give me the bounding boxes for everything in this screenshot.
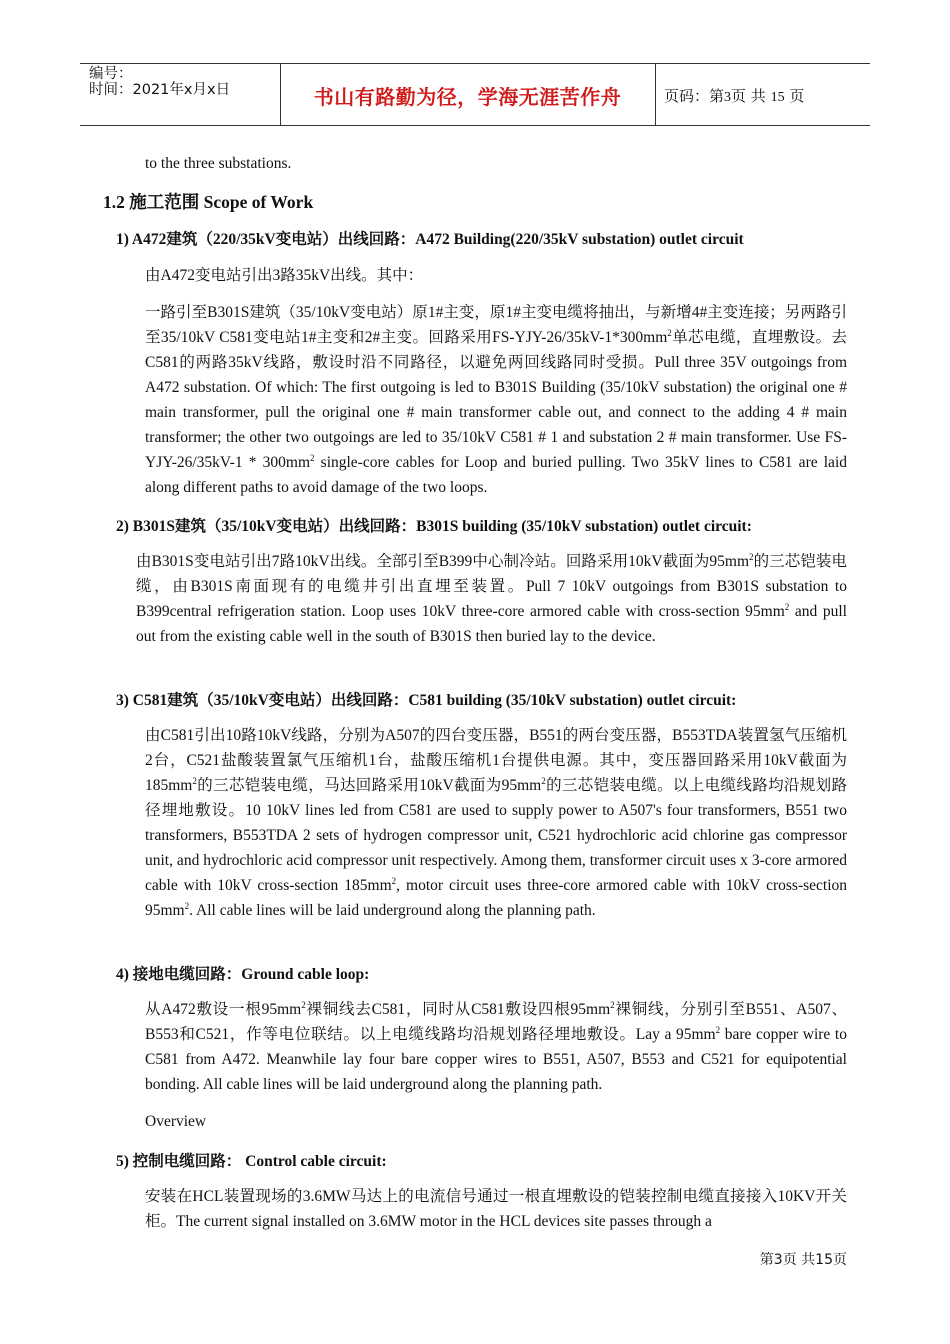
text-run: single-core cables for Loop and buried pulling. Two 35kV lines to C581 are laid along different paths to avoid damage of the two loops.: [145, 454, 847, 496]
superscript: 2: [715, 1024, 721, 1035]
page-mid: 页 共: [731, 87, 766, 105]
text-run: 由C581引出10路10kV线路，分别为A507的四台变压器，B551的两台变压器，B553TDA装置氢气压缩机2台，C521盐酸装置氯气压缩机1台，盐酸压缩机1台提供电源。其中，变压器回路采用10kV截面为185mm: [145, 727, 847, 794]
intro-tail: to the three substations.: [145, 155, 292, 172]
text-run: 的三芯铠装电缆，由B301S南面现有的电缆井引出直埋至装置。Pull 7 10kV outgoings from B301S substation to B399central refrigeration station. Loop uses 10kV three-core armored cable with cross-section 95mm: [136, 553, 847, 620]
text-run: . All cable lines will be laid underground along the planning path.: [189, 902, 596, 919]
item-1-para-2: [145, 300, 847, 500]
superscript: 2: [749, 551, 754, 562]
page-suffix: 页: [789, 87, 805, 105]
footer-current: 3: [773, 1252, 783, 1268]
text-run: bare copper wire to C581 from A472. Meanwhile lay four bare copper wires to B551, A507, B553 and C521 for equipotential bonding. All cable lines will be laid underground along the planning path.: [145, 1026, 847, 1093]
item-2-heading: 2) B301S建筑（35/10kV变电站）出线回路：B301S building (35/10kV substation) outlet circuit:: [116, 518, 752, 535]
superscript: 2: [184, 900, 190, 911]
page-header: [80, 63, 870, 126]
superscript: 2: [784, 601, 790, 612]
item-4-para: [145, 997, 847, 1097]
page-current: 3: [724, 90, 732, 105]
item-3-para: [145, 723, 847, 923]
superscript: 2: [667, 327, 672, 338]
text-run: 的三芯铠装电缆，马达回路采用10kV截面为95mm: [196, 777, 542, 794]
section-title: 1.2 施工范围 Scope of Work: [103, 192, 314, 212]
text-run: 裸铜线，分别引至B551、A507、B553和C521，作等电位联结。以上电缆线路均沿规划路径埋地敷设。Lay a 95mm: [145, 1001, 847, 1043]
superscript: 2: [310, 452, 315, 463]
footer-prefix: 第: [759, 1252, 774, 1268]
text-run: 的三芯铠装电缆。以上电缆线路均沿规划路径埋地敷设。10 10kV lines led from C581 are used to supply power to A507's four transformers, B551 two transformers, B553TDA 2 sets of hydrogen compressor unit, C521 hydrochloric acid chlorine gas compressor unit, and hydrochloric acid compressor unit respectively. Among them, transformer circuit uses x 3-core armored cable with 10kV cross-section 185mm: [145, 777, 847, 894]
text-run: 一路引至B301S建筑（35/10kV变电站）原1#主变，原1#主变电缆将抽出，与新增4#主变连接；另两路引至35/10kV C581变电站1#主变和2#主变。回路采用FS-YJY-26/35kV-1*300mm: [145, 304, 847, 346]
number-label: 编号：: [89, 66, 133, 82]
text-run: 由B301S变电站引出7路10kV出线。全部引至B399中心制冷站。回路采用10kV截面为95mm: [136, 553, 750, 570]
superscript: 2: [541, 775, 546, 786]
header-meta: [89, 66, 230, 98]
date-label: 时间：2021年x月x日: [89, 82, 231, 98]
item-4-heading: 4) 接地电缆回路：Ground cable loop:: [116, 966, 370, 983]
item-3-heading: 3) C581建筑（35/10kV变电站）出线回路：C581 building (35/10kV substation) outlet circuit:: [116, 692, 737, 709]
text-run: 从A472敷设一根95mm: [145, 1001, 302, 1018]
superscript: 2: [610, 999, 615, 1010]
text-run: and pull out from the existing cable well in the south of B301S then buried lay to the device.: [136, 603, 847, 645]
footer-total: 15: [815, 1252, 833, 1268]
superscript: 2: [192, 775, 197, 786]
header-page-indicator: [664, 85, 804, 106]
footer-mid: 页 共: [782, 1252, 816, 1268]
superscript: 2: [391, 875, 397, 886]
item-5-heading: 5) 控制电缆回路： Control cable circuit:: [116, 1153, 387, 1170]
text-run: , motor circuit uses three-core armored cable with 10kV cross-section 95mm: [145, 877, 848, 919]
header-divider: [655, 64, 656, 125]
superscript: 2: [301, 999, 306, 1010]
page-total: 15: [770, 90, 785, 105]
page-footer: [760, 1249, 847, 1269]
page-prefix: 页码：第: [664, 87, 725, 105]
text-run: 单芯电缆，直埋敷设。去C581的两路35kV线路，敷设时沿不同路径，以避免两回线路同时受损。Pull three 35V outgoings from A472 substation. Of which: The first outgoing is led to B301S Building (35/10kV substation) the original one # main transformer, pull the original one # main transformer cable out, and connect to the adding 4 # main transformer; the other two outgoings are led to 35/10kV C581 # 1 and substation 2 # main transformer. Use FS-YJY-26/35kV-1 * 300mm: [145, 329, 847, 471]
item-1-heading: 1) A472建筑（220/35kV变电站）出线回路：A472 Building(220/35kV substation) outlet circuit: [116, 231, 744, 248]
overview-label: Overview: [145, 1113, 207, 1130]
text-run: 裸铜线去C581，同时从C581敷设四根95mm: [305, 1001, 611, 1018]
footer-suffix: 页: [833, 1252, 847, 1268]
item-1-para-1: 由A472变电站引出3路35kV出线。其中：: [145, 267, 424, 284]
header-motto: 书山有路勤为径，学海无涯苦作舟: [313, 85, 622, 109]
item-5-para: 安装在HCL装置现场的3.6MW马达上的电流信号通过一根直埋敷设的铠装控制电缆直接接入10KV开关柜。The current signal installed on 3.6MW motor in the HCL devices site passes through a: [145, 1188, 847, 1230]
item-2-para: [136, 549, 847, 649]
